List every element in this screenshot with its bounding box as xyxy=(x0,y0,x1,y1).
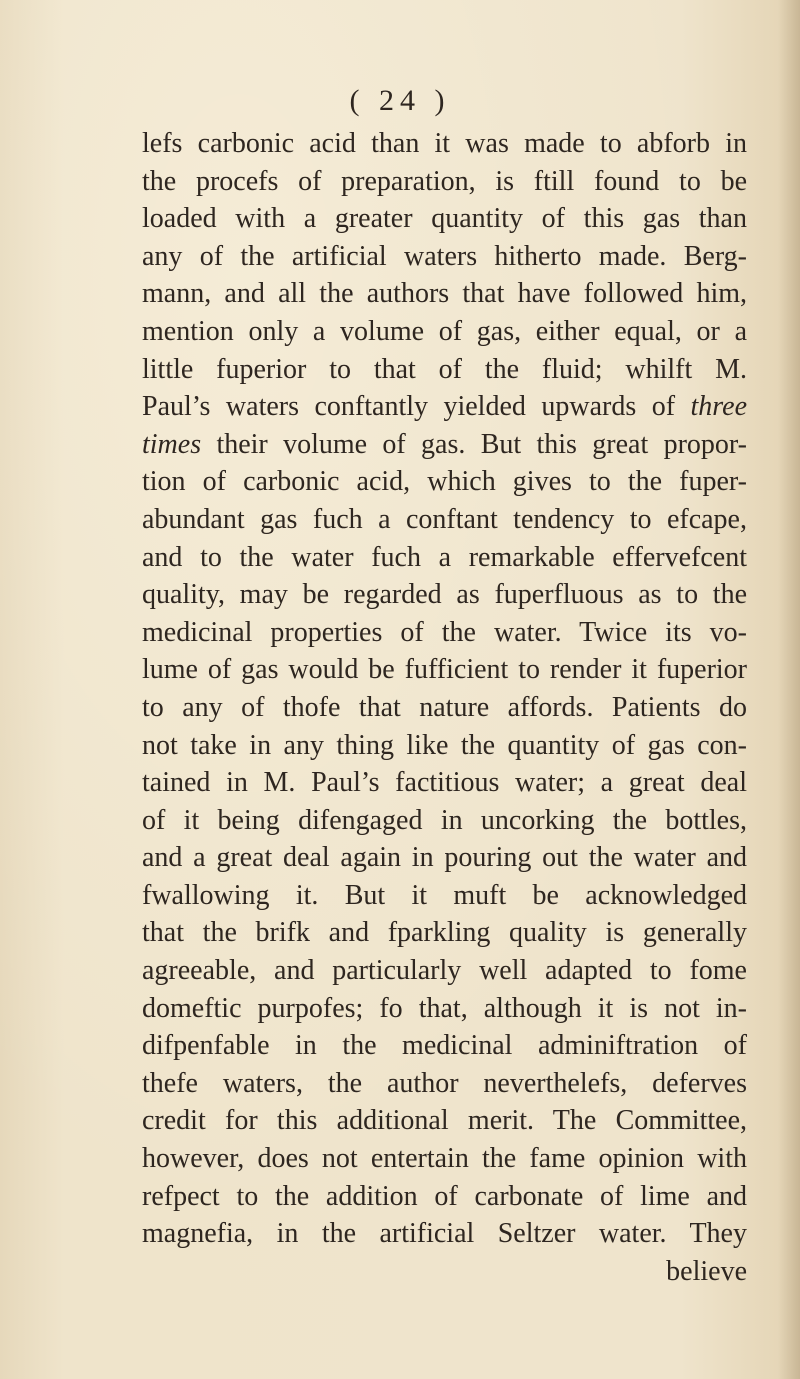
text-line: any of the artificial waters hitherto made. Berg- xyxy=(142,240,747,272)
text-line: agreeable, and particularly well adapted to fome xyxy=(142,955,747,987)
text-line xyxy=(142,388,747,426)
text-line: medicinal properties of the water. Twice its vo- xyxy=(142,616,747,648)
text-line: not take in any thing like the quantity of gas con- xyxy=(142,729,747,761)
text-line-italic: times xyxy=(142,428,202,460)
text-line-italic: three xyxy=(690,391,747,423)
text-line: lume of gas would be fufficient to render it fuperior xyxy=(142,654,747,686)
text-line: loaded with a greater quantity of this gas than xyxy=(142,203,747,235)
text-line: abundant gas fuch a conftant tendency to efcape, xyxy=(142,503,747,535)
text-line: and to the water fuch a remarkable effervefcent xyxy=(142,541,747,573)
text-line: refpect to the addition of carbonate of lime and xyxy=(142,1180,747,1212)
text-line xyxy=(142,426,747,464)
text-line-roman: Paul’s waters conftantly yielded upwards of xyxy=(142,391,691,423)
text-line: thefe waters, the author neverthelefs, deferves xyxy=(142,1067,747,1099)
text-line: tained in M. Paul’s factitious water; a great deal xyxy=(142,767,747,799)
text-line: and a great deal again in pouring out the water and xyxy=(142,842,747,874)
text-line: credit for this additional merit. The Committee, xyxy=(142,1105,747,1137)
catchword: believe xyxy=(666,1255,747,1287)
text-line: mann, and all the authors that have followed him, xyxy=(142,278,747,310)
text-line: domeftic purpofes; fo that, although it is not in- xyxy=(142,992,747,1024)
text-line: difpenfable in the medicinal adminiftration of xyxy=(142,1030,747,1062)
text-line: tion of carbonic acid, which gives to the fuper- xyxy=(142,466,747,498)
text-line: quality, may be regarded as fuperfluous as to the xyxy=(142,579,747,611)
text-line: magnefia, in the artificial Seltzer water. They xyxy=(142,1218,747,1250)
text-line: fwallowing it. But it muft be acknowledged xyxy=(142,879,747,911)
text-line: to any of thofe that nature affords. Patients do xyxy=(142,691,747,723)
page-number: ( 24 ) xyxy=(349,84,451,117)
text-line: lefs carbonic acid than it was made to abforb in xyxy=(142,128,747,159)
text-line: the procefs of preparation, is ftill found to be xyxy=(142,165,747,197)
text-line: of it being difengaged in uncorking the bottles, xyxy=(142,804,747,836)
text-line: little fuperior to that of the fluid; whilft M. xyxy=(142,353,747,385)
text-line: however, does not entertain the fame opinion with xyxy=(142,1143,747,1175)
page-edge-shadow xyxy=(778,0,800,1379)
text-line: mention only a volume of gas, either equal, or a xyxy=(142,315,747,347)
body-text xyxy=(142,125,747,1290)
text-line: that the brifk and fparkling quality is generally xyxy=(142,917,747,949)
text-line-roman: their volume of gas. But this great propor- xyxy=(201,428,747,460)
